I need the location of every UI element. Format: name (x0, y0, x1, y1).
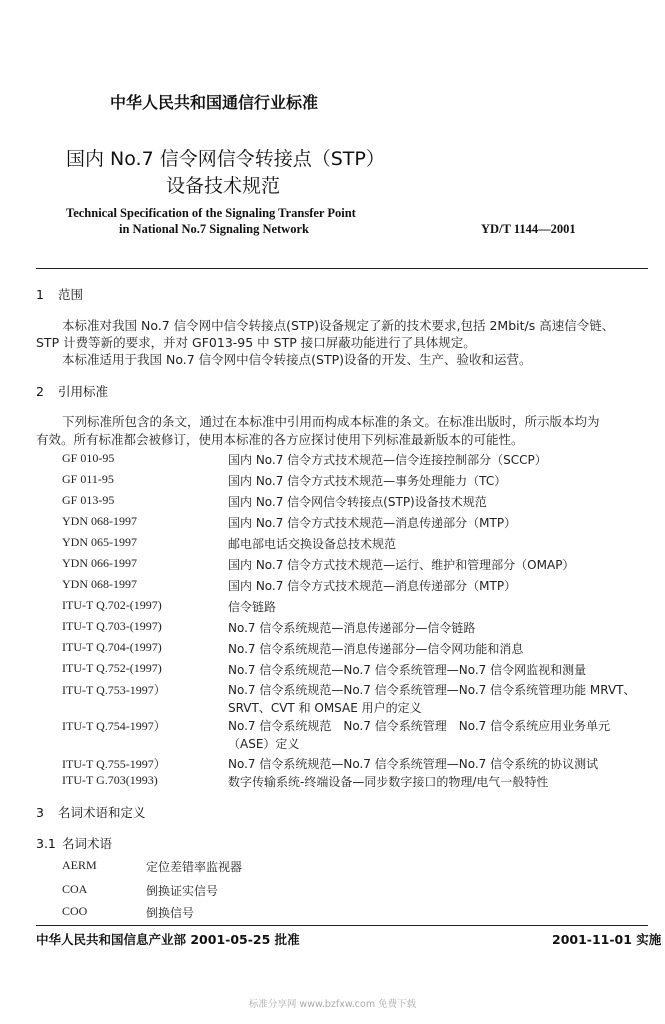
issuing-organization: 中华人民共和国通信行业标准 (110, 93, 319, 112)
term-abbreviation: COO (62, 904, 88, 918)
reference-title-continued: （ASE）定义 (228, 737, 300, 751)
reference-id: GF 013-95 (62, 493, 115, 507)
subsection-number: 3.1 (36, 836, 56, 851)
reference-title: 国内 No.7 信令方式技术规范—消息传递部分（MTP） (228, 579, 517, 593)
paragraph-line: STP 计费等新的要求，并对 GF013-95 中 STP 接口屏蔽功能进行了具体规定。 (36, 335, 476, 350)
reference-id: ITU-T Q.704-(1997) (62, 640, 162, 654)
watermark-text: 标准分享网 www.bzfxw.com 免费下载 (248, 999, 417, 1010)
reference-title: No.7 信令系统规范—消息传递部分—信令链路 (228, 621, 476, 635)
section-3-heading (36, 803, 146, 821)
reference-id: ITU-T Q.753-1997） (62, 683, 166, 697)
section-number: 3 (36, 805, 44, 820)
reference-id: ITU-T Q.703-(1997) (62, 619, 162, 633)
paragraph-line: 本标准对我国 No.7 信令网中信令转接点(STP)设备规定了新的技术要求,包括 2Mbit/s 高速信令链、 (62, 318, 615, 333)
section-number: 2 (36, 384, 44, 399)
reference-id: ITU-T Q.702-(1997) (62, 598, 162, 612)
reference-title: 国内 No.7 信令方式技术规范—信令连接控制部分（SCCP） (228, 453, 547, 467)
section-title: 范围 (58, 287, 84, 302)
header-divider (36, 268, 648, 269)
reference-title: No.7 信令系统规范—No.7 信令系统管理—No.7 信令系统的协议测试 (228, 757, 599, 771)
section-title: 名词术语和定义 (58, 805, 146, 820)
standard-code: YD/T 1144—2001 (481, 222, 576, 236)
implementation-date: 2001-11-01 实施 (552, 932, 662, 947)
subsection-title: 名词术语 (62, 836, 113, 851)
reference-id: GF 010-95 (62, 451, 115, 465)
reference-id: YDN 068-1997 (62, 514, 137, 528)
reference-title: 数字传输系统-终端设备—同步数字接口的物理/电气一般特性 (228, 775, 549, 789)
subsection-3-1-heading (36, 834, 112, 852)
term-abbreviation: AERM (62, 858, 97, 872)
section-number: 1 (36, 287, 44, 302)
english-title-line1: Technical Specification of the Signaling Transfer Point (66, 206, 356, 220)
term-abbreviation: COA (62, 882, 88, 896)
reference-id: GF 011-95 (62, 472, 114, 486)
reference-title: 国内 No.7 信令方式技术规范—事务处理能力（TC） (228, 474, 507, 488)
section-2-heading (36, 382, 108, 400)
reference-title: 国内 No.7 信令方式技术规范—消息传递部分（MTP） (228, 516, 517, 530)
reference-title: No.7 信令系统规范—No.7 信令系统管理—No.7 信令网监视和测量 (228, 663, 587, 677)
reference-id: YDN 065-1997 (62, 535, 137, 549)
reference-id: YDN 066-1997 (62, 556, 137, 570)
term-definition: 倒换证实信号 (146, 884, 219, 898)
footer-divider (36, 925, 648, 926)
paragraph-line: 本标准适用于我国 No.7 信令网中信令转接点(STP)设备的开发、生产、验收和运营。 (62, 352, 532, 367)
english-title-line2: in National No.7 Signaling Network (119, 222, 309, 236)
reference-title: 国内 No.7 信令方式技术规范—运行、维护和管理部分（OMAP） (228, 558, 575, 572)
document-title-line2: 设备技术规范 (166, 175, 281, 197)
document-title-line1: 国内 No.7 信令网信令转接点（STP） (66, 148, 385, 170)
reference-id: ITU-T Q.752-(1997) (62, 661, 162, 675)
reference-title: 信令链路 (228, 600, 277, 614)
section-1-heading (36, 285, 83, 303)
reference-id: ITU-T G.703(1993) (62, 773, 158, 787)
term-definition: 定位差错率监视器 (146, 860, 243, 874)
reference-title: No.7 信令系统规范—消息传递部分—信令网功能和消息 (228, 642, 524, 656)
paragraph-line: 有效。所有标准都会被修订，使用本标准的各方应探讨使用下列标准最新版本的可能性。 (36, 432, 524, 447)
reference-title-continued: SRVT、CVT 和 OMSAE 用户的定义 (228, 701, 422, 715)
reference-title: No.7 信令系统规范 No.7 信令系统管理 No.7 信令系统应用业务单元 (228, 719, 611, 733)
reference-id: YDN 068-1997 (62, 577, 137, 591)
section-title: 引用标准 (58, 384, 109, 399)
reference-title: 国内 No.7 信令网信令转接点(STP)设备技术规范 (228, 495, 487, 509)
reference-title: 邮电部电话交换设备总技术规范 (228, 537, 397, 551)
reference-title: No.7 信令系统规范—No.7 信令系统管理—No.7 信令系统管理功能 MRVT、 (228, 683, 636, 697)
term-definition: 倒换信号 (146, 906, 195, 920)
reference-id: ITU-T Q.755-1997） (62, 757, 166, 771)
approval-line: 中华人民共和国信息产业部 2001-05-25 批准 (36, 932, 300, 947)
paragraph-line: 下列标准所包含的条文，通过在本标准中引用而构成本标准的条文。在标准出版时，所示版本均为 (62, 414, 600, 429)
reference-id: ITU-T Q.754-1997） (62, 719, 166, 733)
